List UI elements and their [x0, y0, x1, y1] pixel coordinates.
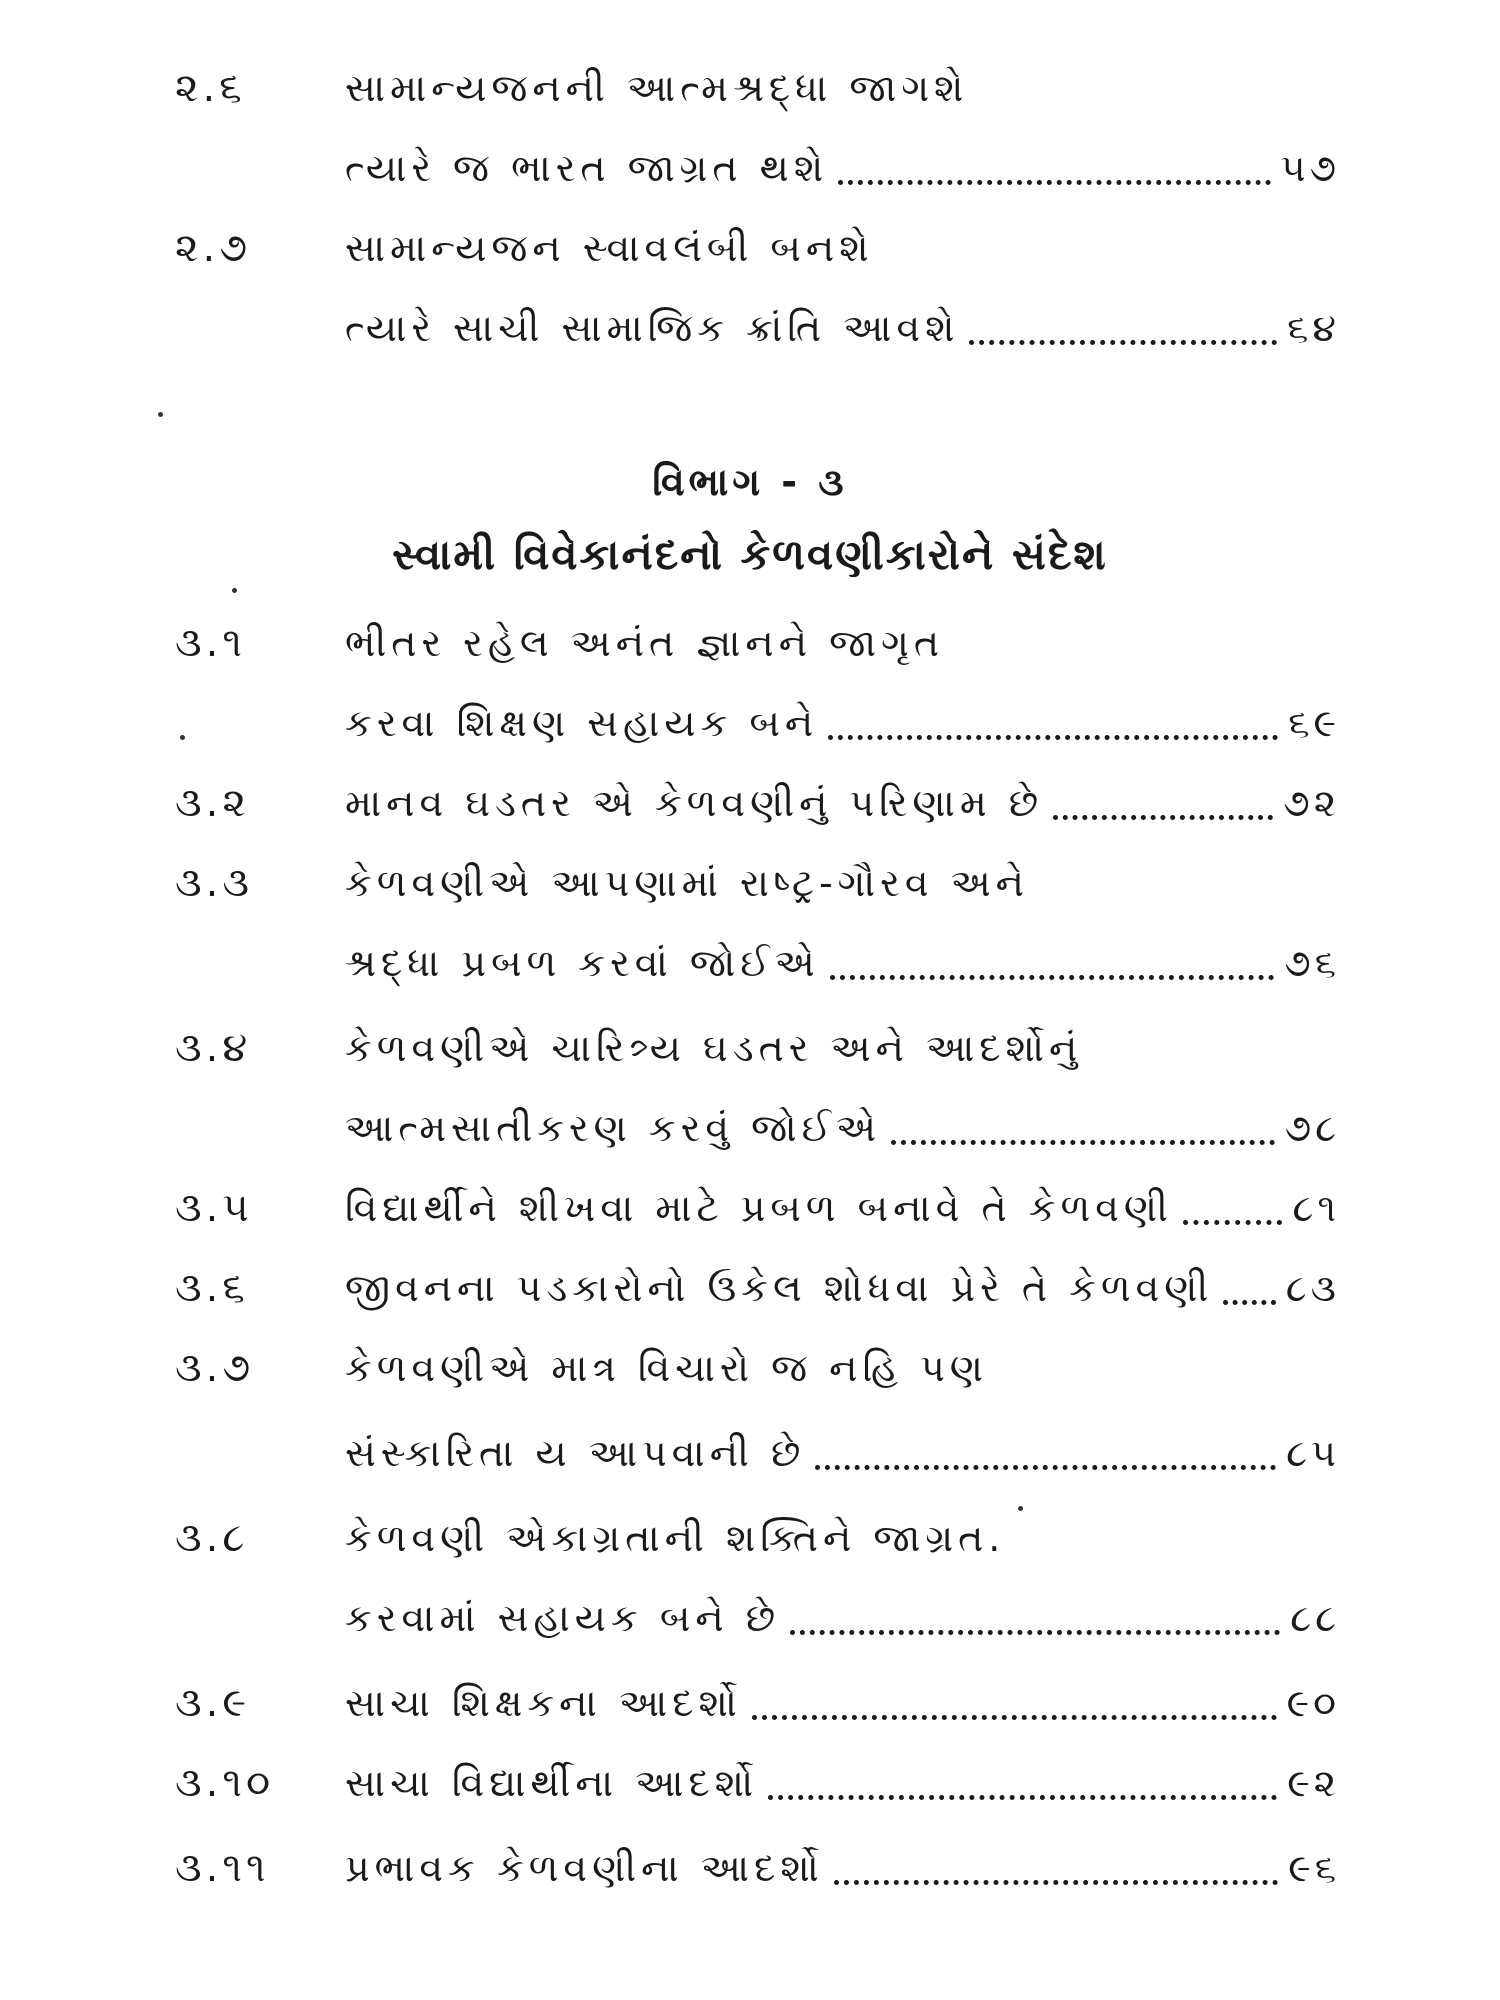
- toc-entry-line1: [0, 210, 1500, 286]
- page-number: ૯૬: [1288, 1846, 1340, 1890]
- toc-entry: [0, 1745, 1500, 1821]
- entry-number: ૩.૧: [175, 620, 246, 666]
- entry-title-line2: સંસ્કારિતા ય આપવાની છે: [345, 1431, 806, 1475]
- entry-title: સાચા શિક્ષકના આદર્શો: [345, 1681, 742, 1725]
- entry-title: પ્રભાવક કેળવણીના આદર્શો: [345, 1846, 824, 1890]
- toc-entry-line2: [0, 925, 1500, 1001]
- page-number: ૭૬: [1284, 941, 1340, 985]
- scan-speck: [180, 735, 185, 740]
- toc-entry: [0, 1665, 1500, 1741]
- scan-speck: [1018, 1506, 1023, 1511]
- entry-number: ૩.૧૧: [175, 1845, 270, 1891]
- entry-number: ૨.૭: [175, 225, 251, 271]
- toc-entry: [0, 1170, 1500, 1246]
- dot-leader: [815, 1465, 1276, 1470]
- dot-leader: [1053, 815, 1273, 820]
- entry-number: ૩.૧૦: [175, 1760, 275, 1806]
- entry-title-line1: કેળવણી એકાગ્રતાની શક્તિને જાગ્રત.: [345, 1516, 1006, 1560]
- entry-title-line2: કરવામાં સહાયક બને છે: [345, 1596, 781, 1640]
- entry-title: સાચા વિદ્યાર્થીના આદર્શો: [345, 1761, 759, 1805]
- entry-number: ૩.૩: [175, 860, 253, 906]
- toc-entry-line2: [0, 685, 1500, 761]
- entry-title-line2: આત્મસાતીકરણ કરવું જોઈએ: [345, 1106, 881, 1150]
- page-number: ૯૨: [1287, 1761, 1340, 1805]
- page-number: ૭૮: [1284, 1106, 1340, 1150]
- section-title: સ્વામી વિવેકાનંદનો કેળવણીકારોને સંદેશ: [392, 530, 1108, 579]
- toc-entry: [0, 1830, 1500, 1906]
- scan-speck: [158, 412, 163, 417]
- dot-leader: [891, 1140, 1275, 1145]
- dot-leader: [1183, 1220, 1283, 1225]
- entry-title: જીવનના પડકારોનો ઉકેલ શોધવા પ્રેરે તે કેળવણી: [345, 1266, 1214, 1310]
- page-number: ૮૫: [1286, 1431, 1340, 1475]
- toc-entry-line1: [0, 845, 1500, 921]
- entry-title-line1: કેળવણીએ આપણામાં રાષ્ટ્ર-ગૌરવ અને: [345, 861, 1029, 905]
- entry-number: ૩.૬: [175, 1265, 249, 1311]
- toc-entry-line1: [0, 605, 1500, 681]
- entry-title-line2: ત્યારે સાચી સામાજિક ક્રાંતિ આવશે: [345, 306, 960, 350]
- toc-entry: [0, 765, 1500, 841]
- entry-title: માનવ ઘડતર એ કેળવણીનું પરિણામ છે: [345, 781, 1044, 825]
- entry-title-line2: ત્યારે જ ભારત જાગ્રત થશે: [345, 146, 829, 190]
- page-number: ૬૪: [1287, 306, 1340, 350]
- dot-leader: [1223, 1300, 1276, 1305]
- toc-entry-line1: [0, 50, 1500, 126]
- dot-leader: [830, 975, 1275, 980]
- page-number: ૮૮: [1290, 1596, 1340, 1640]
- entry-title-line1: સામાન્યજન સ્વાવલંબી બનશે: [345, 226, 874, 270]
- entry-number: ૩.૨: [175, 780, 250, 826]
- toc-entry-line2: [0, 290, 1500, 366]
- entry-number: ૩.૯: [175, 1680, 251, 1726]
- entry-number: ૩.૪: [175, 1025, 252, 1071]
- page-number: ૭૨: [1283, 781, 1340, 825]
- dot-leader: [969, 340, 1277, 345]
- dot-leader: [790, 1630, 1280, 1635]
- entry-title-line1: સામાન્યજનની આત્મશ્રદ્ધા જાગશે: [345, 66, 969, 110]
- toc-entry-line2: [0, 1580, 1500, 1656]
- entry-title-line1: કેળવણીએ માત્ર વિચારો જ નહિ પણ: [345, 1346, 988, 1390]
- entry-title-line2: કરવા શિક્ષણ સહાયક બને: [345, 701, 819, 745]
- toc-entry-line2: [0, 1415, 1500, 1491]
- page-number: ૮૩: [1285, 1266, 1340, 1310]
- toc-entry-line2: [0, 1090, 1500, 1166]
- scan-speck: [232, 588, 237, 593]
- page-number: ૬૯: [1288, 701, 1340, 745]
- dot-leader: [838, 180, 1270, 185]
- entry-number: ૨.૬: [175, 65, 246, 111]
- toc-entry-line1: [0, 1330, 1500, 1406]
- dot-leader: [752, 1715, 1277, 1720]
- toc-entry: [0, 1250, 1500, 1326]
- entry-title-line1: કેળવણીએ ચારિત્ર્ય ઘડતર અને આદર્શોનું: [345, 1026, 1083, 1070]
- dot-leader: [828, 735, 1278, 740]
- entry-title-line1: ભીતર રહેલ અનંત જ્ઞાનને જાગૃત: [345, 621, 945, 665]
- entry-number: ૩.૫: [175, 1185, 253, 1231]
- dot-leader: [768, 1795, 1277, 1800]
- toc-entry-line1: [0, 1010, 1500, 1086]
- page-number: ૫૭: [1280, 146, 1340, 190]
- dot-leader: [834, 1880, 1278, 1885]
- page-number: ૯૦: [1286, 1681, 1340, 1725]
- toc-entry-line2: [0, 130, 1500, 206]
- entry-number: ૩.૭: [175, 1345, 255, 1391]
- entry-title-line2: શ્રદ્ધા પ્રબળ કરવાં જોઈએ: [345, 941, 820, 985]
- section-label: વિભાગ - ૩: [652, 460, 848, 504]
- toc-entry-line1: [0, 1500, 1500, 1576]
- entry-title: વિદ્યાર્થીને શીખવા માટે પ્રબળ બનાવે તે કેળવણી: [345, 1186, 1173, 1230]
- page-number: ૮૧: [1292, 1186, 1340, 1230]
- entry-number: ૩.૮: [175, 1515, 249, 1561]
